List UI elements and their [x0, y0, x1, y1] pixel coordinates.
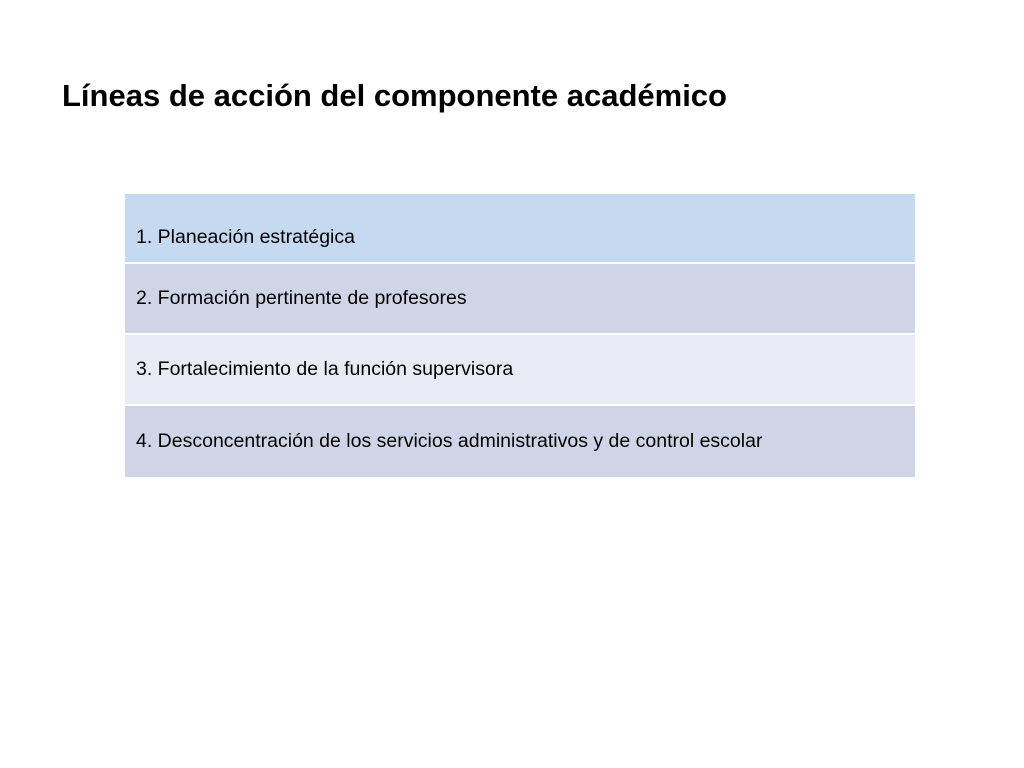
action-lines-table: [125, 194, 915, 477]
table-row: [125, 194, 915, 264]
action-line-4: 4. Desconcentración de los servicios administrativos y de control escolar: [125, 406, 915, 477]
table-row: [125, 406, 915, 477]
table-row: [125, 335, 915, 406]
table-row: [125, 264, 915, 335]
action-line-1: 1. Planeación estratégica: [125, 194, 915, 264]
action-line-3: 3. Fortalecimiento de la función supervisora: [125, 335, 915, 406]
slide-title: Líneas de acción del componente académico: [62, 78, 727, 113]
action-line-2: 2. Formación pertinente de profesores: [125, 264, 915, 335]
